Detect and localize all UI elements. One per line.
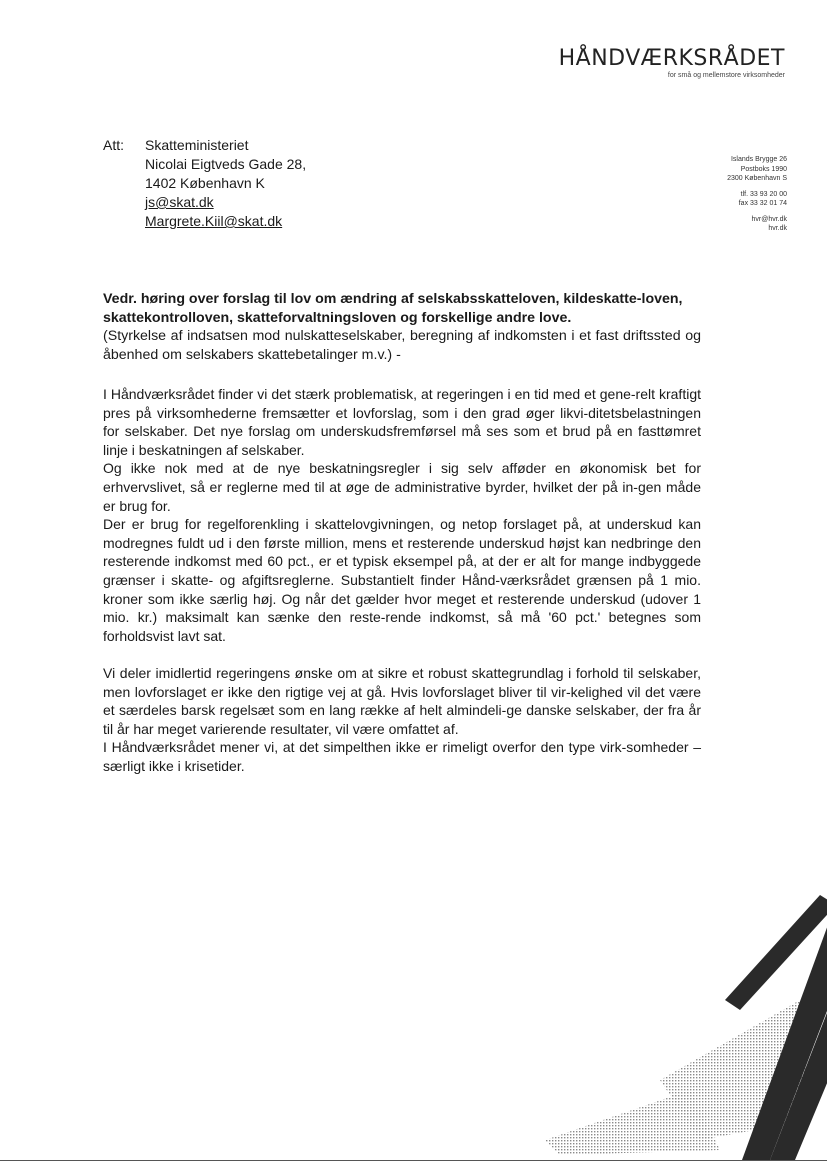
contact-web: hvr.dk (768, 225, 787, 232)
contact-pobox: Postboks 1990 (740, 165, 787, 173)
recipient-line-3: 1402 København K (145, 175, 265, 191)
recipient-line-1: Skatteministeriet (145, 137, 249, 153)
recipient-email-1[interactable]: js@skat.dk (145, 194, 214, 210)
att-label: Att: (103, 137, 125, 153)
contact-fax: fax 33 32 01 74 (738, 200, 787, 207)
body-paragraph-5: I Håndværksrådet mener vi, at det simpelthen ikke er rimeligt overfor den type virk-somheder – særligt ikke i krisetider. (103, 739, 701, 774)
page-bottom-rule (0, 1160, 827, 1161)
body-paragraph-1: I Håndværksrådet finder vi det stærk problematisk, at regeringen i en tid med et gene-relt kraftigt pres på virksomhederne fremsætter et lovforslag, som i den grad øger likvi-ditetsbelastningen for selskaber. Det nye forslag om underskudsfremførsel må ses som et brud på en fasttømret linje i beskatningen af selskaber. (103, 386, 701, 458)
contact-phone: tlf. 33 93 20 00 (740, 190, 787, 198)
contact-city: 2300 København S (727, 175, 787, 182)
contact-email: hvr@hvr.dk (751, 215, 787, 223)
body-paragraph-2: Og ikke nok med at de nye beskatningsregler i sig selv afføder en økonomisk bet for erhvervslivet, så er reglerne med til at øge de administrative byrder, hvilket der på in-gen måde er brug for. (103, 460, 701, 514)
recipient-line-2: Nicolai Eigtveds Gade 28, (145, 156, 307, 172)
recipient-email-2[interactable]: Margrete.Kiil@skat.dk (145, 213, 283, 229)
subject-heading: Vedr. høring over forslag til lov om ændring af selskabsskatteloven, kildeskatte-loven, skattekontrolloven, skatteforvaltningsloven og forskellige andre love. (103, 291, 683, 326)
subject-parenthetical: (Styrkelse af indsatsen mod nulskatteselskaber, beregning af indkomsten i et fast driftssted og åbenhed om selskabers skattebetalinger m.v.) - (103, 328, 701, 363)
organization-tagline: for små og mellemstore virksomheder (667, 72, 785, 79)
body-paragraph-3: Der er brug for regelforenkling i skattelovgivningen, og netop forslaget på, at underskud kan modregnes fuldt ud i den første million, mens et resterende underskud højst kan nedbringe den resterende indkomst med 60 pct., er et typisk eksempel på, at der er alt for mange indbyggede grænser i skatte- og afgiftsreglerne. Substantielt finder Hånd-værksrådet grænsen på 1 mio. kroner som ikke særlig høj. Og når det gælder hvor meget et resterende underskud (udover 1 mio. kr.) maksimalt kan sænke den reste-rende indkomst, så må '60 pct.' betegnes som forholdsvist lavt sat. (103, 516, 701, 644)
contact-street: Islands Brygge 26 (730, 156, 787, 163)
body-paragraph-4: Vi deler imidlertid regeringens ønske om at sikre et robust skattegrundlag i forhold til selskaber, men lovforslaget er ikke den rigtige vej at gå. Hvis lovforslaget bliver til vir-kelighed vil det være et særdeles barsk regelsæt som en lang række af helt almindeli-ge danske selskaber, der fra år til år har meget varierende resultater, vil være omfattet af. (103, 664, 701, 737)
organization-name: HÅNDVÆRKSRÅDET (558, 46, 785, 71)
